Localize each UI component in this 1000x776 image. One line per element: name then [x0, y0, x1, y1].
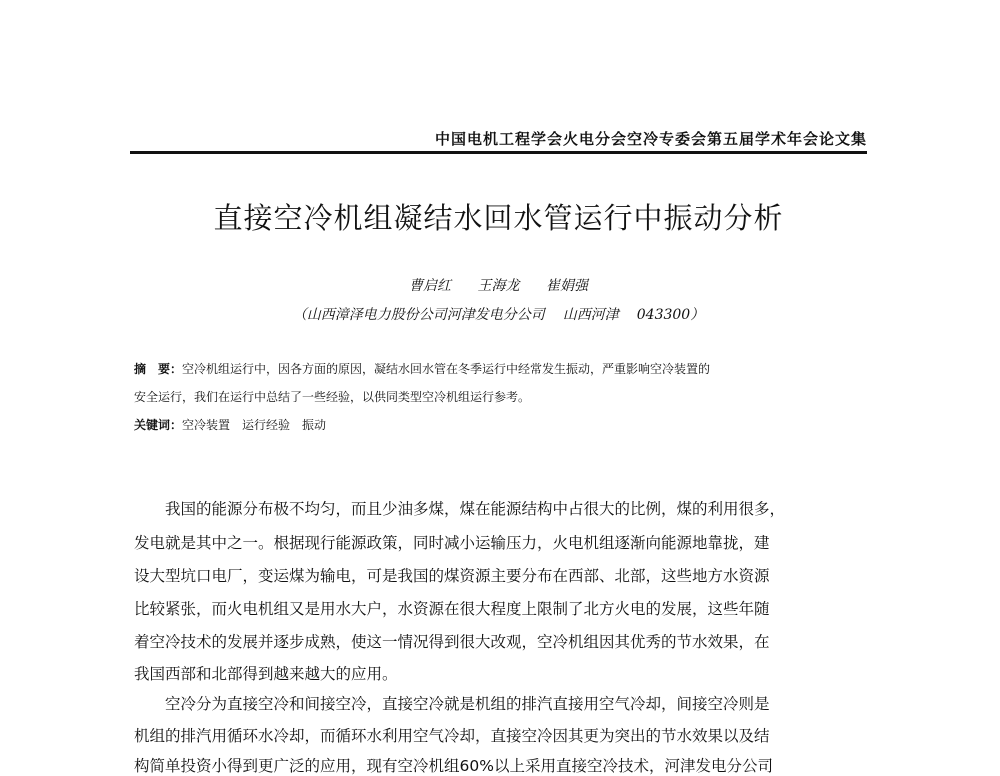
affiliation: [130, 304, 867, 324]
body-line: 比较紧张，而火电机组又是用水大户，水资源在很大程度上限制了北方火电的发展，这些年随: [134, 600, 770, 618]
abstract-text-2: 安全运行，我们在运行中总结了一些经验，以供同类型空冷机组运行参考。: [134, 390, 531, 404]
abstract-text-1: 空冷机组运行中，因各方面的原因，凝结水回水管在冬季运行中经常发生振动，严重影响空冷装置的: [182, 362, 711, 376]
keyword: 振动: [302, 418, 327, 432]
body-line: 设大型坑口电厂，变运煤为输电，可是我国的煤资源主要分布在西部、北部，这些地方水资源: [134, 567, 770, 585]
body-line: 构简单投资小得到更广泛的应用，现有空冷机组60%以上采用直接空冷技术，河津发电分公司: [134, 757, 773, 775]
affiliation-postcode: 043300: [636, 307, 691, 323]
running-header: 中国电机工程学会火电分会空冷专委会第五届学术年会论文集: [434, 130, 867, 148]
abstract-line-1: [134, 360, 869, 377]
header-rule: [130, 151, 867, 154]
affiliation-place: 山西河津: [562, 307, 619, 323]
body-line: 我国的能源分布极不均匀，而且少油多煤，煤在能源结构中占很大的比例，煤的利用很多，: [165, 500, 786, 518]
body-line: 空冷分为直接空冷和间接空冷，直接空冷就是机组的排汽直接用空气冷却，间接空冷则是: [165, 695, 770, 713]
keywords-label: 关键词：: [134, 418, 183, 432]
abstract-line-2: [134, 388, 869, 405]
author-name: 王海龙: [477, 278, 520, 294]
body-line: 我国西部和北部得到越来越大的应用。: [134, 665, 398, 683]
affiliation-close-paren: ）: [690, 307, 705, 323]
author-name: 崔娟强: [545, 278, 588, 294]
paper-title: 直接空冷机组凝结水回水管运行中振动分析: [213, 201, 784, 235]
keyword: 空冷装置: [182, 418, 231, 432]
keywords-line: [134, 416, 869, 433]
body-line: 发电就是其中之一。根据现行能源政策，同时减小运输压力，火电机组逐渐向能源地靠拢，建: [134, 534, 770, 552]
keyword: 运行经验: [242, 418, 291, 432]
abstract-label: 摘 要：: [134, 362, 183, 376]
author-list: [130, 275, 867, 295]
affiliation-org: 山西漳泽电力股份公司河津发电分公司: [306, 307, 545, 323]
author-name: 曹启红: [409, 278, 452, 294]
affiliation-open-paren: （: [292, 307, 307, 323]
body-line: 机组的排汽用循环水冷却，而循环水利用空气冷却，直接空冷因其更为突出的节水效果以及结: [134, 727, 770, 745]
body-line: 着空冷技术的发展并逐步成熟，使这一情况得到很大改观，空冷机组因其优秀的节水效果，在: [134, 633, 770, 651]
